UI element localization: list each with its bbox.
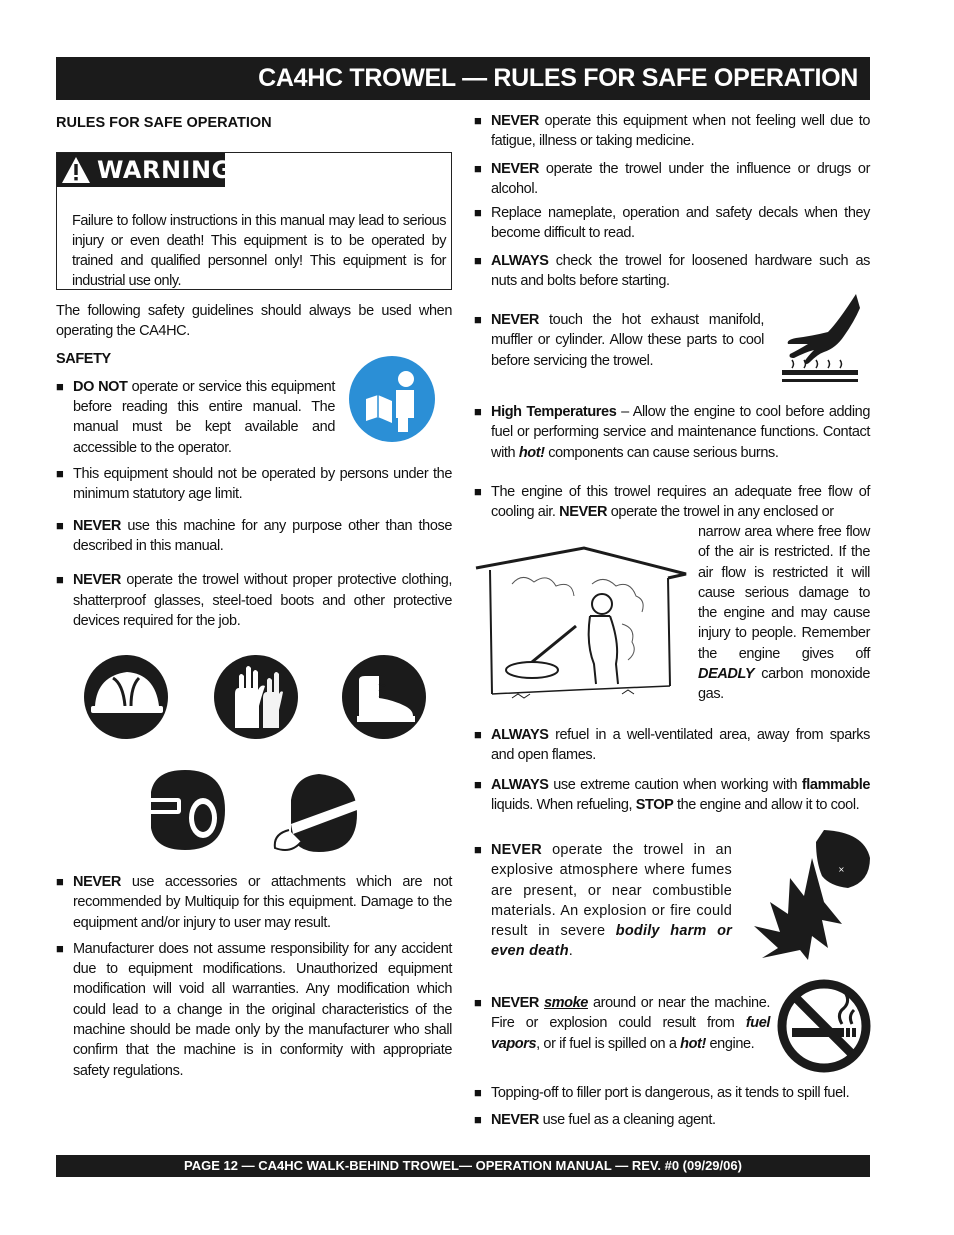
- steel-toe-boot-icon: [341, 654, 427, 740]
- section-title-block: [56, 115, 452, 131]
- explosion-icon: [752, 828, 872, 960]
- enclosed-area-illustration: [472, 544, 690, 708]
- bullet-no-smoking: ■ NEVER smoke around or near the machine. Fire or explosion could result from fuel vapors, or if fuel is spilled on a hot! engine.: [474, 993, 770, 1054]
- warning-box: [56, 152, 452, 290]
- bullet-check-hardware: ■ ALWAYS check the trowel for loosened hardware such as nuts and bolts before starting.: [474, 251, 870, 292]
- bullet-cooling-air: ■ The engine of this trowel requires an adequate free flow of cooling air. NEVER operate the trowel in any enclosed or: [474, 482, 870, 523]
- right-body-top: [474, 111, 870, 291]
- right-explosive: [474, 840, 732, 962]
- bullet-fuel-cleaning: ■ NEVER use fuel as a cleaning agent.: [474, 1110, 874, 1130]
- bullet-read-manual: ■ DO NOT operate or service this equipment before reading this entire manual. The manual must be kept available and accessible to the operator.: [56, 377, 335, 458]
- warning-triangle-icon: [61, 156, 91, 184]
- bullet-protective-clothing: ■ NEVER operate the trowel without proper protective clothing, shatterproof glasses, steel-toed boots and other protective devices required for the job.: [56, 570, 452, 631]
- right-smoking: [474, 993, 770, 1054]
- bullet-purpose: ■ NEVER use this machine for any purpose other than those described in this manual.: [56, 516, 452, 557]
- page-footer: PAGE 12 — CA4HC WALK-BEHIND TROWEL— OPERATION MANUAL — REV. #0 (09/29/06): [56, 1155, 870, 1177]
- safety-heading: SAFETY: [56, 350, 111, 367]
- intro-paragraph: The following safety guidelines should always be used when operating the CA4HC.: [56, 303, 452, 340]
- respirator-helmet-icon: [271, 772, 359, 854]
- right-body-bottom: [474, 1083, 874, 1131]
- hard-hat-icon: [83, 654, 169, 740]
- cooling-air-continued: narrow area where free flow of the air is restricted. If the air flow is restricted it will cause serious damage to the engine and may cause injury to people. Remember the engine gives off DEADLY carbon monoxide gas.: [698, 524, 870, 703]
- bullet-accessories: ■ NEVER use accessories or attachments which are not recommended by Multiquip for this equipment. Damage to the equipment and/or injury to user may result.: [56, 872, 452, 933]
- warning-label-bar: [57, 153, 232, 187]
- ear-protection-icon: [145, 768, 227, 852]
- warning-text: Failure to follow instructions in this manual may lead to serious injury or even death! This equipment is to be operated by trained and qualified personnel only! This equipment is for industrial use only.: [72, 212, 446, 290]
- section-title: RULES FOR SAFE OPERATION: [56, 115, 272, 131]
- bullet-replace-decals: ■ Replace nameplate, operation and safety decals when they become difficult to read.: [474, 203, 870, 244]
- bullet-flammable-liquids: ■ ALWAYS use extreme caution when working with flammable liquids. When refueling, STOP the engine and allow it to cool.: [474, 775, 870, 816]
- bullet-hot-exhaust: ■ NEVER touch the hot exhaust manifold, muffler or cylinder. Allow these parts to cool before servicing the trowel.: [474, 310, 764, 371]
- bullet-topping-off: ■ Topping-off to filler port is dangerous, as it tends to spill fuel.: [474, 1083, 874, 1103]
- bullet-modifications: ■ Manufacturer does not assume responsibility for any accident due to equipment modifications. Unauthorized equipment modification will void all warranties. Any modification which could lead to a change in the original characteristics of the machine should be made only by the manufacturer who shall confirm that the machine is in conformity with appropriate safety regulations.: [56, 939, 452, 1081]
- svg-text:×: ×: [838, 865, 845, 874]
- page-title: CA4HC TROWEL — RULES FOR SAFE OPERATION: [56, 57, 870, 100]
- bullet-explosive-atmosphere: ■ NEVER operate the trowel in an explosive atmosphere where fumes are present, or near combustible materials. An explosion or fire could result in severe bodily harm or even death.: [474, 840, 732, 962]
- left-body: [56, 301, 452, 631]
- right-body-mid: [474, 402, 870, 522]
- bullet-drugs-alcohol: ■ NEVER operate the trowel under the influence or drugs or alcohol.: [474, 159, 870, 200]
- right-cooling-continued: [698, 522, 870, 705]
- bullet-not-feeling-well: ■ NEVER operate this equipment when not feeling well due to fatigue, illness or taking medicine.: [474, 111, 870, 152]
- gloves-icon: [213, 654, 299, 740]
- warning-label: WARNING: [97, 156, 232, 184]
- right-hot-parts: [474, 310, 764, 371]
- read-manual-icon: [348, 355, 436, 443]
- bullet-high-temperatures: ■ High Temperatures – Allow the engine to cool before adding fuel or performing service and maintenance functions. Contact with hot! components can cause serious burns.: [474, 402, 870, 463]
- left-body-lower: [56, 872, 452, 1081]
- no-smoking-icon: [776, 978, 872, 1074]
- bullet-refuel-ventilated: ■ ALWAYS refuel in a well-ventilated area, away from sparks and open flames.: [474, 725, 870, 766]
- right-body-refuel: [474, 725, 870, 815]
- hot-surface-hand-icon: [778, 292, 862, 384]
- bullet-age-limit: ■ This equipment should not be operated by persons under the minimum statutory age limit.: [56, 464, 452, 505]
